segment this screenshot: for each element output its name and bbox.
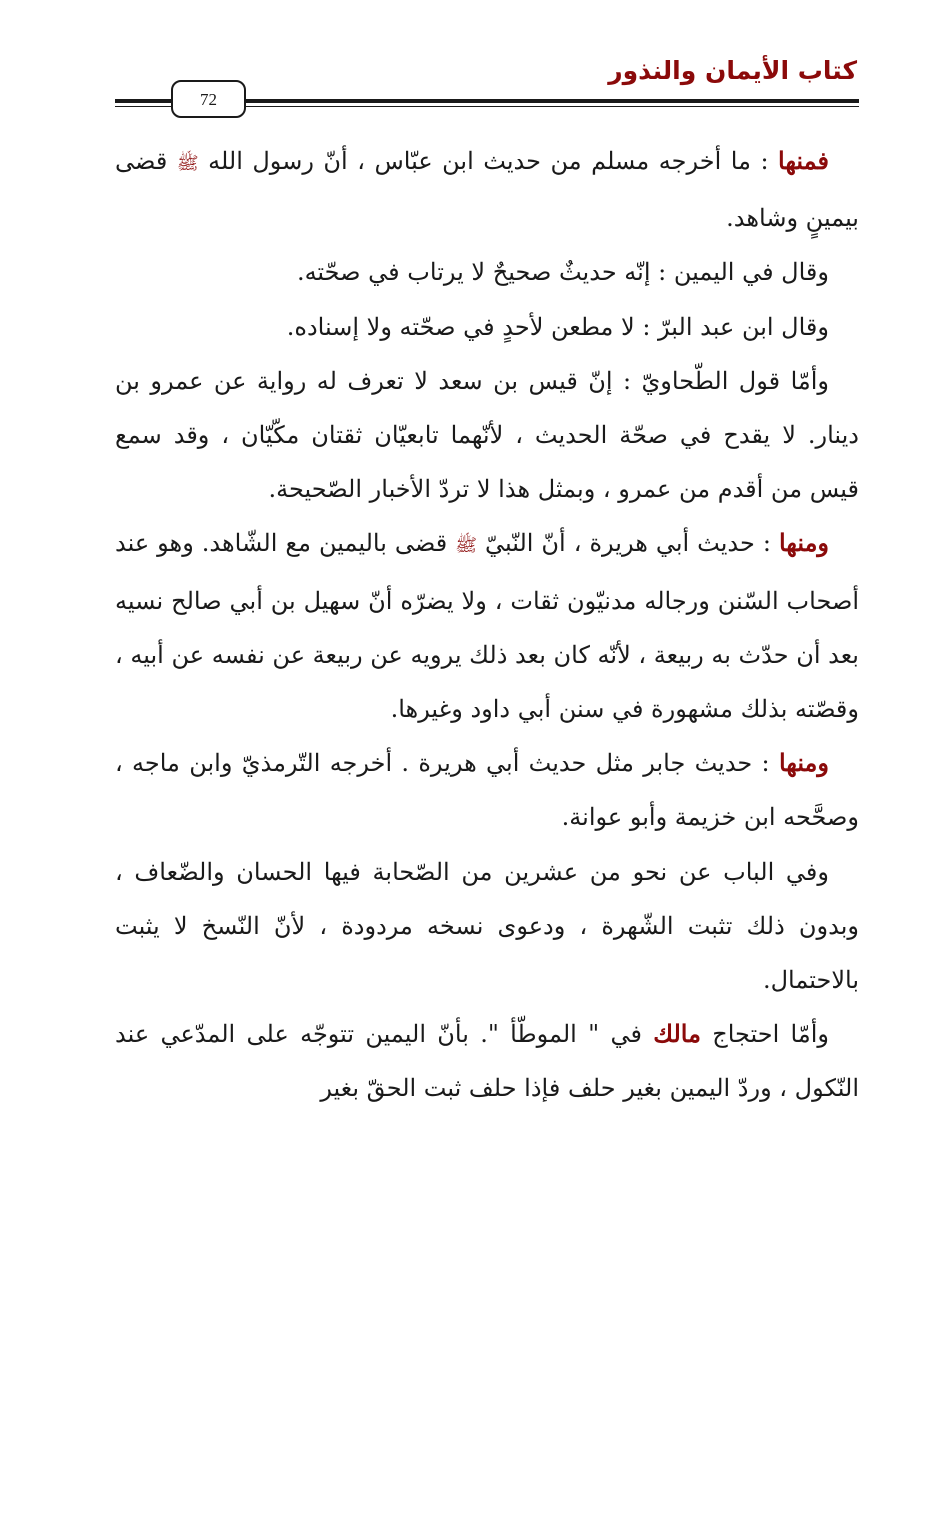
paragraph-text: وأمّا احتجاج — [700, 1020, 829, 1049]
paragraph-5 — [115, 516, 859, 736]
paragraph-text: وقال في اليمين : إنّه حديثٌ صحيحٌ لا يرتاب في صحّته. — [296, 258, 829, 287]
paragraph-4 — [115, 354, 859, 517]
book-title: كتاب الأيمان والنذور — [608, 56, 857, 85]
paragraph-keyword: مالك — [653, 1019, 701, 1049]
paragraph-text: في " الموطّأ ". بأنّ اليمين تتوجّه على المدّعي عند النّكول ، وردّ اليمين بغير حلف فإذا حلف ثبت الحقّ بغير — [115, 1020, 859, 1103]
paragraph-6 — [115, 736, 859, 844]
paragraph-keyword: فمنها — [778, 146, 830, 175]
paragraph-text: قضى بيمينٍ وشاهد. — [115, 147, 859, 233]
paragraph-text: وفي الباب عن نحو من عشرين من الصّحابة فيها الحسان والضّعاف ، وبدون ذلك تثبت الشّهرة ، ودعوى نسخه مردودة ، لأنّ النّسخ لا يثبت بالاحتمال. — [115, 857, 859, 995]
paragraph-8 — [115, 1007, 859, 1115]
honorific-glyph: ﷺ — [455, 535, 477, 557]
paragraph-3 — [115, 300, 859, 354]
paragraph-7 — [115, 845, 859, 1008]
paragraph-text: : ما أخرجه مسلم من حديث ابن عبّاس ، أنّ رسول الله — [198, 147, 779, 175]
paragraph-text: : حديث جابر مثل حديث أبي هريرة . أخرجه التّرمذيّ وابن ماجه ، وصحَّحه ابن خزيمة وأبو عوانة. — [115, 749, 859, 832]
paragraph-keyword: ومنها — [778, 748, 829, 778]
paragraph-text: قضى باليمين مع الشّاهد. وهو عند أصحاب السّنن ورجاله مدنيّون ثقات ، ولا يضرّه أنّ سهيل بن أبي صالح نسيه بعد أن حدّث به ربيعة ، لأنّه كان بعد ذلك يرويه عن ربيعة عن نفسه عن أبيه ، وقصّته بذلك مشهورة في سنن أبي داود وغيرها. — [115, 529, 859, 724]
paragraph-keyword: ومنها — [778, 528, 830, 558]
paragraph-2 — [115, 245, 859, 299]
paragraph-text: وقال ابن عبد البرّ : لا مطعن لأحدٍ في صحّته ولا إسناده. — [286, 312, 829, 341]
paragraph-1 — [115, 134, 859, 245]
paragraph-text: : حديث أبي هريرة ، أنّ النّبيّ — [476, 529, 779, 558]
honorific-glyph: ﷺ — [176, 153, 199, 174]
paragraph-text: وأمّا قول الطّحاويّ : إنّ قيس بن سعد لا تعرف له رواية عن عمرو بن دينار. لا يقدح في صحّة الحديث ، لأنّهما تابعيّان ثقتان مكّيّان ، وقد سمع قيس من أقدم من عمرو ، وبمثل هذا لا تردّ الأخبار الصّحيحة. — [115, 366, 859, 504]
page-number: 72 — [171, 80, 246, 118]
page-body — [115, 134, 859, 1116]
